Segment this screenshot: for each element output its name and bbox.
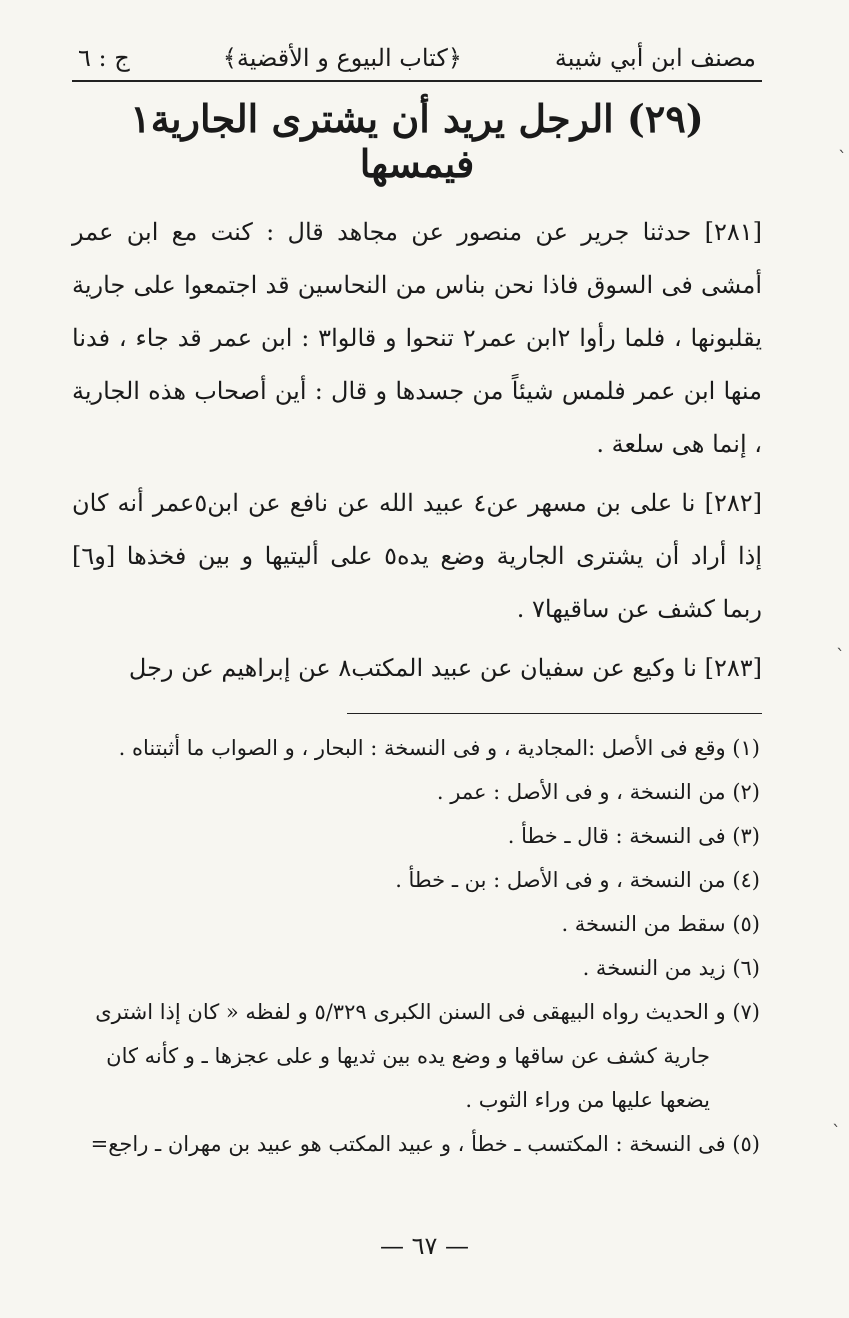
page-number: — ٦٧ —	[379, 1232, 470, 1260]
page-body	[72, 40, 762, 1166]
footnote-7-line-3: يضعها عليها من وراء الثوب .	[465, 1088, 710, 1112]
hadith-283: [٢٨٣] نا وكيع عن سفيان عن عبيد المكتب٨ عن إبراهيم عن رجل	[128, 654, 762, 682]
header-volume: ج : ٦	[78, 44, 130, 72]
margin-tick-mark: ˋ	[836, 646, 845, 667]
footnote-3: (٣) فى النسخة : قال ـ خطأ .	[507, 824, 760, 848]
margin-tick-mark: ˋ	[838, 148, 847, 169]
header-section-title: ﴿كتاب البيوع و الأقضية﴾	[222, 44, 462, 72]
footnote-5: (٥) سقط من النسخة .	[561, 912, 760, 936]
footnote-7-line-2: جارية كشف عن ساقها و وضع يده بين ثديها و على عجزها ـ و كأنه كان	[106, 1044, 710, 1068]
footnote-4: (٤) من النسخة ، و فى الأصل : بن ـ خطأ .	[395, 868, 760, 892]
header-book-title: مصنف ابن أبي شيبة	[554, 44, 756, 72]
footnote-1: (١) وقع فى الأصل :المجادية ، و فى النسخة : البحار ، و الصواب ما أثبتناه .	[118, 736, 760, 760]
footnote-separator	[347, 713, 762, 714]
footnotes	[72, 726, 762, 1166]
footnote-7: (٧) و الحديث رواه البيهقى فى السنن الكبرى ٥/٣٢٩ و لفظه « كان إذا اشترى	[95, 1000, 760, 1024]
footnote-8: (٥) فى النسخة : المكتسب ـ خطأ ، و عبيد المكتب هو عبيد بن مهران ـ راجع=	[90, 1132, 760, 1156]
running-header	[72, 40, 762, 82]
hadith-282: [٢٨٢] نا على بن مسهر عن٤ عبيد الله عن نافع عن ابن٥عمر أنه كان إذا أراد أن يشترى الجارية وضع يده٥ على أليتيها و بين فخذها [و٦] ربما كشف عن ساقيها٧ .	[72, 489, 762, 623]
hadith-281: [٢٨١] حدثنا جرير عن منصور عن مجاهد قال : كنت مع ابن عمر أمشى فى السوق فاذا نحن بناس من النحاسين قد اجتمعوا على جارية يقلبونها ، فلما رأوا ٢ابن عمر٢ تنحوا و قالوا٣ : ابن عمر قد جاء ، فدنا منها ابن عمر فلمس شيئاً من جسدها و قال : أين أصحاب هذه الجارية ، إنما هى سلعة .	[72, 218, 762, 458]
margin-tick-mark: ˋ	[832, 1122, 841, 1143]
chapter-title: (٢٩) الرجل يريد أن يشترى الجارية١ فيمسها	[130, 96, 704, 186]
footnote-6: (٦) زيد من النسخة .	[582, 956, 760, 980]
footnote-2: (٢) من النسخة ، و فى الأصل : عمر .	[436, 780, 760, 804]
